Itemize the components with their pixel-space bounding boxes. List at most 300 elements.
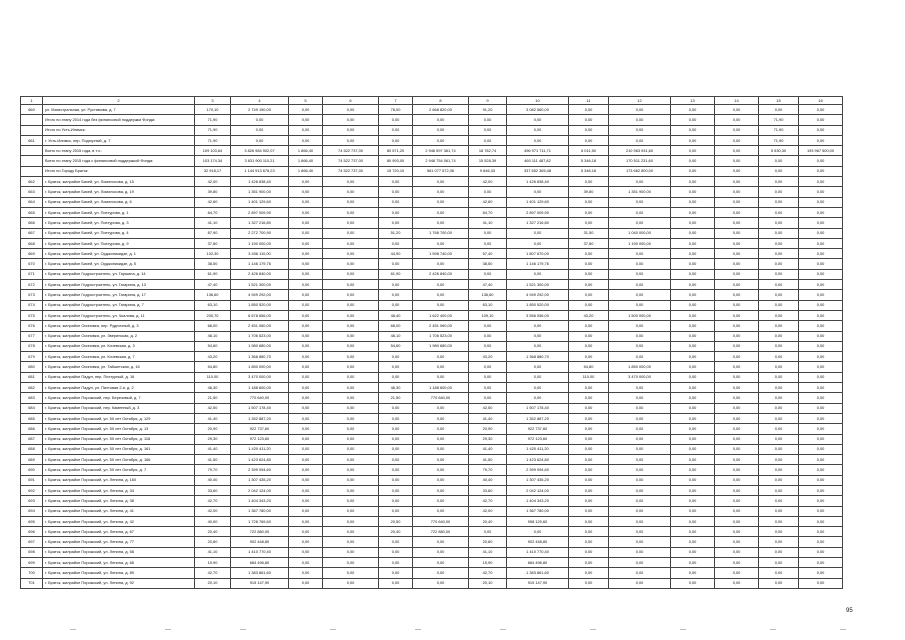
value-cell: 29,30 <box>195 434 231 444</box>
value-cell: 0,00 <box>379 197 413 207</box>
value-cell: 0,00 <box>469 115 507 125</box>
value-cell: 0,00 <box>609 135 671 145</box>
value-cell: 61,90 <box>195 269 231 279</box>
value-cell: 0,00 <box>671 115 715 125</box>
value-cell: 71,90 <box>195 115 231 125</box>
address-cell: г. Братск, жилрайон Порожский, ул. Ленина, д. 38 <box>43 496 195 506</box>
value-cell: 0,00 <box>609 177 671 187</box>
value-cell: 0,00 <box>799 496 843 506</box>
value-cell: 0,00 <box>715 166 759 176</box>
value-cell: 0,00 <box>671 249 715 259</box>
value-cell: 3 082 560,00 <box>507 105 569 115</box>
value-cell: 0,00 <box>715 485 759 495</box>
value-cell: 0,00 <box>379 506 413 516</box>
address-cell: Итого по Городу Братск: <box>43 166 195 176</box>
value-cell: 0,00 <box>609 125 671 135</box>
value-cell: 0,00 <box>289 506 323 516</box>
summary-row <box>21 115 843 125</box>
table-row <box>21 218 843 228</box>
value-cell: 0,00 <box>671 352 715 362</box>
column-header: 2 <box>43 97 195 105</box>
value-cell: 0,00 <box>715 238 759 248</box>
value-cell: 0,00 <box>507 341 569 351</box>
value-cell: 3 406 110,00 <box>231 249 289 259</box>
value-cell: 1 410 770,40 <box>507 547 569 557</box>
value-cell: 2 897 009,90 <box>507 207 569 217</box>
value-cell: 5 346,18 <box>569 166 609 176</box>
value-cell: 71,90 <box>759 125 799 135</box>
row-number: 665 <box>21 207 43 217</box>
value-cell: 0,00 <box>323 187 379 197</box>
value-cell: 0,00 <box>469 187 507 197</box>
value-cell: 4 949 292,00 <box>231 290 289 300</box>
value-cell: 0,00 <box>379 125 413 135</box>
value-cell: 0,00 <box>715 424 759 434</box>
row-number: 661 <box>21 135 43 145</box>
row-number: 662 <box>21 177 43 187</box>
value-cell: 0,00 <box>715 300 759 310</box>
table-row <box>21 331 843 341</box>
value-cell: 0,00 <box>507 393 569 403</box>
value-cell: 6 011,50 <box>569 146 609 156</box>
row-number: 701 <box>21 578 43 588</box>
value-cell: 0,00 <box>799 383 843 393</box>
value-cell: 1 980 680,00 <box>231 341 289 351</box>
value-cell: 1 622 400,00 <box>413 310 469 320</box>
table-row <box>21 568 843 578</box>
value-cell: 1 144 913 678,23 <box>231 166 289 176</box>
row-number <box>21 156 43 166</box>
value-cell: 0,00 <box>507 383 569 393</box>
value-cell: 0,00 <box>609 105 671 115</box>
value-cell: 0,00 <box>289 413 323 423</box>
value-cell: 0,00 <box>379 547 413 557</box>
value-cell: 770 640,00 <box>413 393 469 403</box>
value-cell: 0,00 <box>413 372 469 382</box>
value-cell: 0,00 <box>759 218 799 228</box>
table-row <box>21 280 843 290</box>
value-cell: 48,10 <box>195 331 231 341</box>
value-cell: 0,00 <box>799 506 843 516</box>
value-cell: 43,20 <box>569 310 609 320</box>
row-number: 675 <box>21 310 43 320</box>
column-header: 15 <box>759 97 799 105</box>
value-cell: 0,00 <box>469 321 507 331</box>
value-cell: 48,40 <box>379 310 413 320</box>
value-cell: 0,00 <box>323 516 379 526</box>
value-cell: 40,40 <box>469 475 507 485</box>
value-cell: 0,00 <box>609 197 671 207</box>
value-cell: 0,00 <box>609 506 671 516</box>
value-cell: 0,00 <box>609 516 671 526</box>
value-cell: 0,00 <box>609 455 671 465</box>
value-cell: 0,00 <box>289 218 323 228</box>
value-cell: 1 507 178,40 <box>231 403 289 413</box>
value-cell: 0,00 <box>799 331 843 341</box>
summary-row <box>21 146 843 156</box>
value-cell: 0,00 <box>759 578 799 588</box>
address-cell: ул. Магистральная, ул. Рустамова, д. 7 <box>43 105 195 115</box>
value-cell: 0,00 <box>671 269 715 279</box>
value-cell: 0,00 <box>799 393 843 403</box>
value-cell: 0,00 <box>289 393 323 403</box>
value-cell: 0,00 <box>569 475 609 485</box>
row-number: 690 <box>21 465 43 475</box>
value-cell: 0,00 <box>609 413 671 423</box>
value-cell: 0,00 <box>469 341 507 351</box>
value-cell: 1 190 000,00 <box>609 238 671 248</box>
value-cell: 0,00 <box>609 341 671 351</box>
value-cell: 0,00 <box>759 537 799 547</box>
value-cell: 0,00 <box>413 218 469 228</box>
value-cell: 0,00 <box>609 465 671 475</box>
value-cell: 0,00 <box>759 413 799 423</box>
value-cell: 0,00 <box>379 455 413 465</box>
value-cell: 0,00 <box>289 321 323 331</box>
value-cell: 0,00 <box>413 444 469 454</box>
value-cell: 0,00 <box>569 516 609 526</box>
value-cell: 1 728 769,60 <box>231 516 289 526</box>
value-cell: 1 866,40 <box>289 156 323 166</box>
table-row <box>21 527 843 537</box>
value-cell: 0,00 <box>289 372 323 382</box>
value-cell: 0,00 <box>715 496 759 506</box>
value-cell: 0,00 <box>799 238 843 248</box>
value-cell: 0,00 <box>323 310 379 320</box>
value-cell: 0,00 <box>469 331 507 341</box>
value-cell: 0,00 <box>379 485 413 495</box>
value-cell: 0,00 <box>609 568 671 578</box>
value-cell: 0,00 <box>289 403 323 413</box>
value-cell: 0,00 <box>799 444 843 454</box>
value-cell: 0,00 <box>379 568 413 578</box>
value-cell: 0,00 <box>569 249 609 259</box>
value-cell: 0,00 <box>671 125 715 135</box>
value-cell: 0,00 <box>289 465 323 475</box>
value-cell: 0,00 <box>569 269 609 279</box>
address-cell: Итого по Усть-Илимск: <box>43 125 195 135</box>
value-cell: 0,00 <box>759 352 799 362</box>
value-cell: 0,00 <box>379 290 413 300</box>
value-cell: 103 174,34 <box>195 156 231 166</box>
value-cell: 0,00 <box>289 527 323 537</box>
value-cell: 0,00 <box>323 537 379 547</box>
value-cell: 0,00 <box>323 352 379 362</box>
value-cell: 41,40 <box>469 444 507 454</box>
value-cell: 1 420 411,20 <box>231 444 289 454</box>
value-cell: 0,00 <box>715 506 759 516</box>
value-cell: 0,00 <box>323 228 379 238</box>
value-cell: 0,00 <box>569 321 609 331</box>
value-cell: 0,00 <box>289 269 323 279</box>
value-cell: 0,00 <box>759 269 799 279</box>
value-cell: 0,00 <box>569 383 609 393</box>
value-cell: 0,00 <box>379 218 413 228</box>
value-cell: 0,00 <box>759 166 799 176</box>
value-cell: 0,00 <box>507 135 569 145</box>
column-header: 1 <box>21 97 43 105</box>
value-cell: 0,00 <box>379 135 413 145</box>
value-cell: 0,00 <box>569 115 609 125</box>
value-cell: 1 598 740,00 <box>413 249 469 259</box>
value-cell: 0,00 <box>715 475 759 485</box>
value-cell: 0,00 <box>323 506 379 516</box>
value-cell: 0,00 <box>323 424 379 434</box>
register-table-sheet <box>20 96 842 589</box>
value-cell: 37,80 <box>569 238 609 248</box>
value-cell: 0,00 <box>671 485 715 495</box>
value-cell: 0,00 <box>671 413 715 423</box>
value-cell: 0,00 <box>671 218 715 228</box>
value-cell: 0,00 <box>507 187 569 197</box>
value-cell: 42,70 <box>469 496 507 506</box>
value-cell: 0,00 <box>379 496 413 506</box>
value-cell: 0,00 <box>413 506 469 516</box>
row-number: 696 <box>21 527 43 537</box>
address-cell: г. Братск, жилрайон Порожский, ул. Ленина, д. 77 <box>43 537 195 547</box>
value-cell: 972 123,60 <box>231 434 289 444</box>
value-cell: 0,00 <box>609 403 671 413</box>
value-cell: 561 077 572,36 <box>413 166 469 176</box>
value-cell: 0,00 <box>671 393 715 403</box>
value-cell: 0,00 <box>323 455 379 465</box>
row-number: 686 <box>21 424 43 434</box>
value-cell: 2 897 009,90 <box>231 207 289 217</box>
value-cell: 68,00 <box>195 321 231 331</box>
value-cell: 54,80 <box>195 362 231 372</box>
value-cell: 0,00 <box>569 455 609 465</box>
value-cell: 0,00 <box>671 331 715 341</box>
value-cell: 39,80 <box>569 187 609 197</box>
value-cell: 1 146 179,76 <box>507 259 569 269</box>
table-row <box>21 455 843 465</box>
value-cell: 51,20 <box>379 228 413 238</box>
value-cell: 29,30 <box>469 434 507 444</box>
table-row <box>21 506 843 516</box>
value-cell: 57,40 <box>469 249 507 259</box>
value-cell: 0,00 <box>715 269 759 279</box>
value-cell: 0,00 <box>569 197 609 207</box>
value-cell: 684 496,80 <box>231 558 289 568</box>
value-cell: 0,00 <box>379 537 413 547</box>
row-number: 693 <box>21 496 43 506</box>
value-cell: 0,00 <box>671 105 715 115</box>
value-cell: 0,00 <box>289 485 323 495</box>
value-cell: 0,00 <box>469 135 507 145</box>
value-cell: 0,00 <box>715 547 759 557</box>
row-number: 667 <box>21 228 43 238</box>
table-row <box>21 259 843 269</box>
table-row <box>21 105 843 115</box>
value-cell: 2 451 060,00 <box>413 321 469 331</box>
table-row <box>21 290 843 300</box>
value-cell: 3 470 000,00 <box>231 372 289 382</box>
value-cell: 0,00 <box>799 105 843 115</box>
value-cell: 0,00 <box>289 207 323 217</box>
address-cell: г. Братск, жилрайон Порожский, ул. Ленина, д. 160 <box>43 475 195 485</box>
value-cell: 902 448,80 <box>231 537 289 547</box>
value-cell: 170 511 231,60 <box>609 156 671 166</box>
value-cell: 0,00 <box>799 485 843 495</box>
value-cell: 2 946 597 361,74 <box>413 146 469 156</box>
value-cell: 170,10 <box>195 105 231 115</box>
value-cell: 48,10 <box>379 331 413 341</box>
value-cell: 31,50 <box>569 228 609 238</box>
value-cell: 0,00 <box>799 259 843 269</box>
value-cell: 0,00 <box>323 238 379 248</box>
value-cell: 0,00 <box>799 207 843 217</box>
value-cell: 0,00 <box>759 568 799 578</box>
value-cell: 0,00 <box>759 321 799 331</box>
value-cell: 44,90 <box>379 249 413 259</box>
value-cell: 0,00 <box>289 496 323 506</box>
value-cell: 0,00 <box>379 259 413 269</box>
value-cell: 46,30 <box>195 383 231 393</box>
value-cell: 0,00 <box>715 434 759 444</box>
value-cell: 0,00 <box>715 310 759 320</box>
value-cell: 78,00 <box>379 105 413 115</box>
table-row <box>21 403 843 413</box>
address-cell: г. Братск, жилрайон Гидростроитель, ул. Гаршина, д. 14 <box>43 269 195 279</box>
value-cell: 63,10 <box>469 300 507 310</box>
value-cell: 0,00 <box>671 146 715 156</box>
table-row <box>21 341 843 351</box>
value-cell: 0,00 <box>671 321 715 331</box>
value-cell: 0,00 <box>671 259 715 269</box>
value-cell: 0,00 <box>759 516 799 526</box>
value-cell: 42,60 <box>195 197 231 207</box>
value-cell: 0,00 <box>289 547 323 557</box>
value-cell: 0,00 <box>671 135 715 145</box>
value-cell: 41,50 <box>195 455 231 465</box>
row-number: 685 <box>21 413 43 423</box>
value-cell: 42,50 <box>469 403 507 413</box>
value-cell: 74 522 737,00 <box>323 166 379 176</box>
row-number: 697 <box>21 537 43 547</box>
column-header: 3 <box>195 97 231 105</box>
value-cell: 0,00 <box>609 331 671 341</box>
value-cell: 0,00 <box>715 455 759 465</box>
value-cell: 0,00 <box>569 300 609 310</box>
value-cell: 2 668 820,00 <box>413 105 469 115</box>
value-cell: 0,00 <box>759 331 799 341</box>
value-cell: 0,00 <box>759 228 799 238</box>
value-cell: 0,00 <box>671 156 715 166</box>
column-header: 13 <box>671 97 715 105</box>
value-cell: 0,00 <box>413 424 469 434</box>
value-cell: 0,00 <box>759 341 799 351</box>
value-cell: 0,00 <box>671 362 715 372</box>
value-cell: 1 352 887,20 <box>507 413 569 423</box>
value-cell: 0,00 <box>379 444 413 454</box>
value-cell: 0,00 <box>715 290 759 300</box>
value-cell: 0,00 <box>379 558 413 568</box>
table-row <box>21 228 843 238</box>
value-cell: 1 188 600,00 <box>231 383 289 393</box>
row-number: 699 <box>21 558 43 568</box>
value-cell: 54,60 <box>195 341 231 351</box>
value-cell: 110,00 <box>569 372 609 382</box>
address-cell: г. Братск, жилрайон Порожский, ул. 50 лет Октября, д. 166 <box>43 455 195 465</box>
value-cell: 1 367 780,00 <box>231 506 289 516</box>
value-cell: 770 640,00 <box>231 393 289 403</box>
value-cell: 0,00 <box>609 444 671 454</box>
value-cell: 0,00 <box>715 321 759 331</box>
value-cell: 0,00 <box>413 238 469 248</box>
value-cell: 0,00 <box>569 558 609 568</box>
value-cell: 0,00 <box>715 444 759 454</box>
value-cell: 0,00 <box>413 465 469 475</box>
value-cell: 20,50 <box>379 516 413 526</box>
value-cell: 0,00 <box>569 485 609 495</box>
value-cell: 0,00 <box>323 403 379 413</box>
value-cell: 0,00 <box>413 434 469 444</box>
value-cell: 1 383 861,60 <box>231 568 289 578</box>
value-cell: 0,00 <box>671 465 715 475</box>
value-cell: 0,00 <box>289 537 323 547</box>
value-cell: 1 351 900,00 <box>609 187 671 197</box>
table-row <box>21 269 843 279</box>
row-number: 679 <box>21 352 43 362</box>
value-cell: 0,00 <box>715 125 759 135</box>
value-cell: 0,00 <box>413 352 469 362</box>
value-cell: 0,00 <box>379 280 413 290</box>
value-cell: 0,00 <box>671 475 715 485</box>
address-cell: г. Братск, жилрайон Порожский, ул. Ленина, д. 58 <box>43 547 195 557</box>
table-row <box>21 424 843 434</box>
table-row <box>21 444 843 454</box>
value-cell: 136,60 <box>195 290 231 300</box>
row-number: 660 <box>21 105 43 115</box>
value-cell: 0,00 <box>289 475 323 485</box>
value-cell: 0,00 <box>671 341 715 351</box>
row-number: 681 <box>21 372 43 382</box>
value-cell: 0,00 <box>609 578 671 588</box>
row-number: 671 <box>21 269 43 279</box>
value-cell: 0,00 <box>715 537 759 547</box>
value-cell: 0,00 <box>609 537 671 547</box>
value-cell: 0,00 <box>323 105 379 115</box>
value-cell: 0,00 <box>799 341 843 351</box>
value-cell: 0,00 <box>715 341 759 351</box>
value-cell: 19,90 <box>195 558 231 568</box>
value-cell: 91,20 <box>469 105 507 115</box>
address-cell: г. Братск, жилрайон Осиновка, пер. Рудничный, д. 3 <box>43 321 195 331</box>
value-cell: 0,00 <box>715 383 759 393</box>
value-cell: 0,00 <box>507 362 569 372</box>
value-cell: 0,00 <box>231 135 289 145</box>
row-number: 669 <box>21 249 43 259</box>
address-cell: г. Братск, жилрайон Гидростроитель, ул. Гагарина, д. 7 <box>43 300 195 310</box>
address-cell: г. Братск, жилрайон Осиновка, ул. Кочевская, д. 3 <box>43 341 195 351</box>
value-cell: 0,00 <box>759 403 799 413</box>
address-cell: г. Братск, жилрайон Порожский, ул. Ленина, д. 68 <box>43 558 195 568</box>
value-cell: 0,00 <box>715 197 759 207</box>
value-cell: 0,00 <box>799 403 843 413</box>
value-cell: 21,50 <box>195 393 231 403</box>
value-cell: 71,90 <box>195 135 231 145</box>
row-number: 677 <box>21 331 43 341</box>
value-cell: 47,40 <box>469 280 507 290</box>
address-cell: г. Братск, жилрайон Гидростроитель, ул. Гагарина, д. 17 <box>43 290 195 300</box>
value-cell: 79,70 <box>195 465 231 475</box>
value-cell: 0,00 <box>799 177 843 187</box>
value-cell: 0,00 <box>569 331 609 341</box>
table-row <box>21 485 843 495</box>
value-cell: 337 652 365,48 <box>507 166 569 176</box>
value-cell: 0,00 <box>671 558 715 568</box>
value-cell: 0,00 <box>799 280 843 290</box>
